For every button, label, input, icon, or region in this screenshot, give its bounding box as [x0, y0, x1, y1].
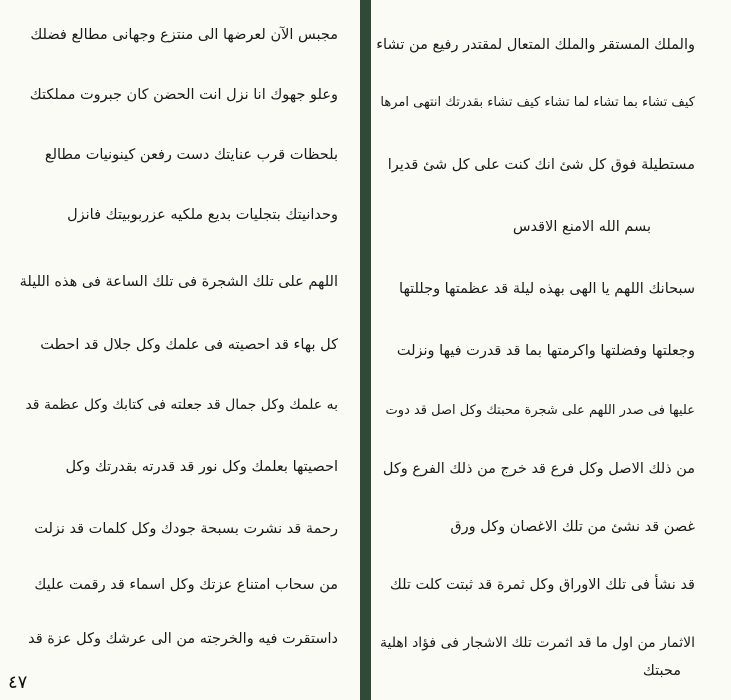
- text-line: سبحانك اللهم يا الهى بهذه ليلة قد عظمتها وجللتها: [399, 281, 695, 297]
- right-page-text-block: [371, 0, 731, 700]
- section-heading: بسم الله الامنع الاقدس: [512, 219, 651, 235]
- left-page: [0, 0, 360, 700]
- text-line: الاثمار من اول ما قد اثمرت تلك الاشجار فى فؤاد اهلية: [379, 635, 695, 651]
- left-page-text-block: [0, 0, 360, 700]
- text-line: وعلو جهوك انا نزل انت الحضن كان جبروت مملكتك: [29, 87, 338, 103]
- text-line: مجبس الآن لعرضها الى منتزع وجهانى مطالع فضلك: [30, 27, 338, 43]
- text-line: داستقرت فيه والخرجته من الى عرشك وكل عزة قد: [28, 631, 338, 647]
- text-line: من سحاب امتناع عزتك وكل اسماء قد رقمت عليك: [34, 577, 338, 593]
- text-line: كيف تشاء بما تشاء لما تشاء كيف تشاء بقدرتك انتهى امرها: [380, 95, 695, 110]
- text-line: غصن قد نشئ من تلك الاغصان وكل ورق: [450, 519, 695, 535]
- text-line: وجعلتها وفضلتها واكرمتها بما قد قدرت فيها ونزلت: [396, 343, 695, 359]
- text-line: به علمك وكل جمال قد جعلته فى كتابك وكل عظمة قد: [25, 397, 338, 413]
- text-line: رحمة قد نشرت بسبحة جودك وكل كلمات قد نزلت: [34, 521, 338, 537]
- text-line: احصيتها بعلمك وكل نور قد قدرته بقدرتك وكل: [65, 459, 338, 475]
- text-line: مستطيلة فوق كل شئ انك كنت على كل شئ قديرا: [387, 157, 695, 173]
- text-line: عليها فى صدر اللهم على شجرة محبتك وكل اصل قد دوت: [385, 403, 695, 418]
- text-line: بلحظات قرب عنايتك دست رفعن كينونيات مطالع: [44, 147, 338, 163]
- page-number: ٤٧: [8, 672, 28, 693]
- text-line: اللهم على تلك الشجرة فى تلك الساعة فى هذه الليلة: [19, 274, 338, 290]
- text-line: والملك المستقر والملك المتعال لمقتدر رفيع من تشاء: [376, 37, 695, 53]
- text-line: من ذلك الاصل وكل فرع قد خرج من ذلك الفرع وكل: [382, 461, 695, 477]
- text-line: قد نشأ فى تلك الاوراق وكل ثمرة قد ثبتت كلت تلك: [389, 577, 695, 593]
- book-gutter: [360, 0, 371, 700]
- text-line: محبتك: [642, 663, 681, 679]
- text-line: كل بهاء قد احصيته فى علمك وكل جلال قد احطت: [40, 337, 338, 353]
- text-line: وحدانيتك بتجليات بديع ملكيه عزربوبيتك فانزل: [67, 207, 338, 223]
- right-page: [371, 0, 731, 700]
